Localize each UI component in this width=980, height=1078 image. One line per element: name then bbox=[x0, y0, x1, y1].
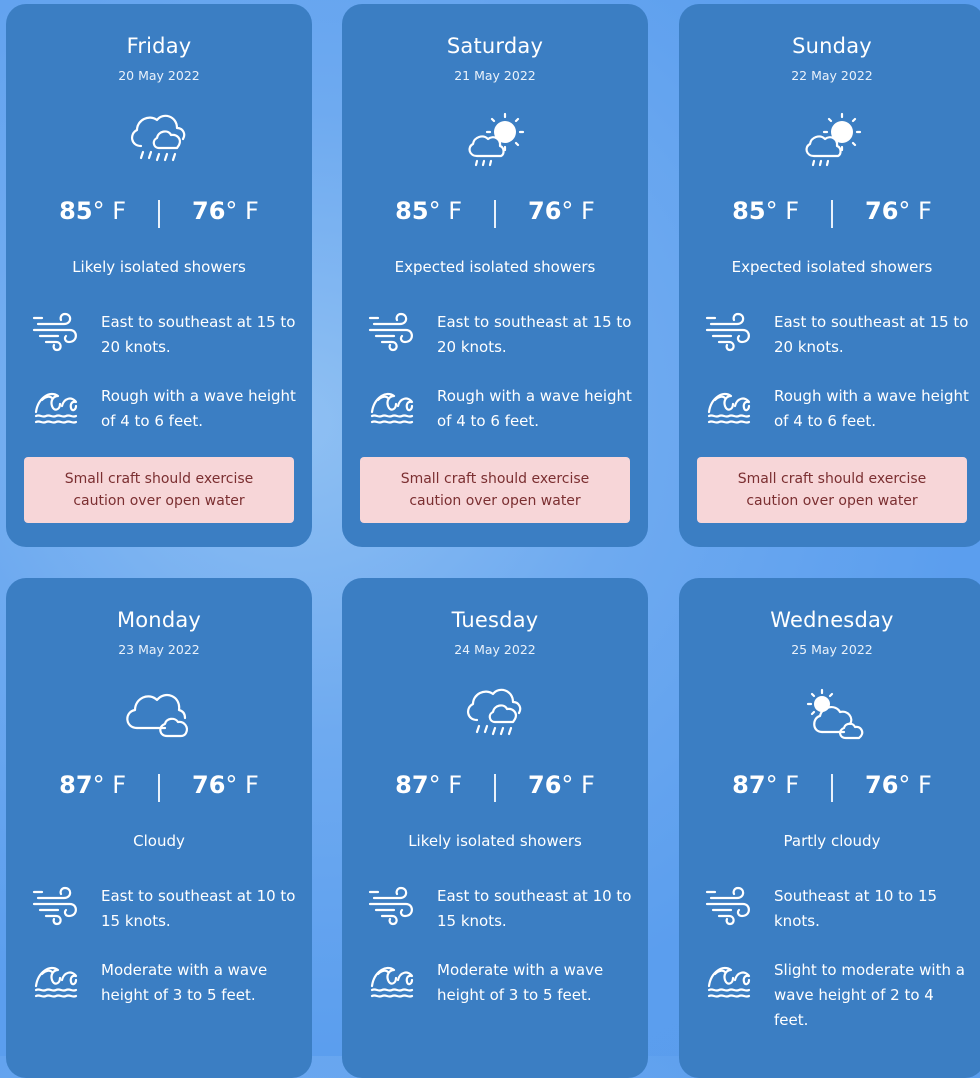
temperature-range bbox=[679, 197, 980, 237]
wave-icon bbox=[32, 958, 80, 1002]
sun-cloud-rain-icon bbox=[792, 102, 872, 182]
wave-text: Slight to moderate with a wave height of 2 to 4 feet. bbox=[774, 961, 965, 1029]
wave-icon bbox=[705, 384, 753, 428]
wind-icon bbox=[368, 310, 416, 354]
day-name: Saturday bbox=[446, 34, 544, 58]
temperature-range bbox=[6, 197, 312, 237]
high-temp: 87° F bbox=[395, 771, 462, 799]
temp-divider bbox=[494, 200, 496, 228]
wind-text: East to southeast at 15 to 20 knots. bbox=[774, 313, 969, 356]
temperature-range bbox=[679, 771, 980, 811]
condition-text: Likely isolated showers bbox=[72, 258, 246, 276]
cloud-icon bbox=[119, 676, 199, 756]
wave-icon bbox=[705, 958, 753, 1002]
wave-icon bbox=[368, 384, 416, 428]
high-temp: 87° F bbox=[732, 771, 799, 799]
wave-text: Rough with a wave height of 4 to 6 feet. bbox=[101, 387, 296, 430]
cloud-rain-icon bbox=[455, 676, 535, 756]
forecast-date: 25 May 2022 bbox=[791, 642, 873, 657]
wind-text: East to southeast at 15 to 20 knots. bbox=[101, 313, 296, 356]
forecast-card-wednesday bbox=[679, 578, 980, 1078]
forecast-card-friday bbox=[6, 4, 312, 547]
high-temp: 85° F bbox=[732, 197, 799, 225]
forecast-card-tuesday bbox=[342, 578, 648, 1078]
condition-text: Cloudy bbox=[133, 832, 185, 850]
high-temp: 85° F bbox=[395, 197, 462, 225]
wind-icon bbox=[368, 884, 416, 928]
condition-text: Partly cloudy bbox=[783, 832, 881, 850]
wind-icon bbox=[705, 884, 753, 928]
wind-icon bbox=[705, 310, 753, 354]
forecast-date: 24 May 2022 bbox=[454, 642, 536, 657]
sun-cloud-rain-icon bbox=[455, 102, 535, 182]
low-temp: 76° F bbox=[528, 197, 595, 225]
forecast-date: 23 May 2022 bbox=[118, 642, 200, 657]
temp-divider bbox=[831, 200, 833, 228]
temperature-range bbox=[342, 197, 648, 237]
day-name: Sunday bbox=[792, 34, 872, 58]
wave-text: Moderate with a wave height of 3 to 5 feet. bbox=[437, 961, 604, 1004]
wind-text: East to southeast at 10 to 15 knots. bbox=[437, 887, 632, 930]
temperature-range bbox=[342, 771, 648, 811]
condition-text: Expected isolated showers bbox=[394, 258, 596, 276]
condition-text: Likely isolated showers bbox=[408, 832, 582, 850]
day-name: Monday bbox=[116, 608, 202, 632]
forecast-date: 22 May 2022 bbox=[791, 68, 873, 83]
wind-text: Southeast at 10 to 15 knots. bbox=[774, 887, 938, 930]
high-temp: 87° F bbox=[59, 771, 126, 799]
forecast-date: 20 May 2022 bbox=[118, 68, 200, 83]
forecast-card-monday bbox=[6, 578, 312, 1078]
temp-divider bbox=[158, 200, 160, 228]
partly-cloudy-icon bbox=[792, 676, 872, 756]
temp-divider bbox=[494, 774, 496, 802]
wind-icon bbox=[32, 310, 80, 354]
wave-icon bbox=[32, 384, 80, 428]
forecast-card-saturday bbox=[342, 4, 648, 547]
high-temp: 85° F bbox=[59, 197, 126, 225]
low-temp: 76° F bbox=[192, 771, 259, 799]
wave-icon bbox=[368, 958, 416, 1002]
temperature-range bbox=[6, 771, 312, 811]
low-temp: 76° F bbox=[865, 771, 932, 799]
forecast-card-sunday bbox=[679, 4, 980, 547]
low-temp: 76° F bbox=[192, 197, 259, 225]
day-name: Wednesday bbox=[770, 608, 894, 632]
temp-divider bbox=[158, 774, 160, 802]
wind-text: East to southeast at 15 to 20 knots. bbox=[437, 313, 632, 356]
cloud-rain-icon bbox=[119, 102, 199, 182]
low-temp: 76° F bbox=[528, 771, 595, 799]
wind-icon bbox=[32, 884, 80, 928]
small-craft-alert: Small craft should exercise caution over open water bbox=[360, 457, 630, 523]
day-name: Tuesday bbox=[451, 608, 539, 632]
condition-text: Expected isolated showers bbox=[731, 258, 933, 276]
low-temp: 76° F bbox=[865, 197, 932, 225]
wave-text: Rough with a wave height of 4 to 6 feet. bbox=[437, 387, 632, 430]
day-name: Friday bbox=[126, 34, 192, 58]
forecast-date: 21 May 2022 bbox=[454, 68, 536, 83]
wave-text: Moderate with a wave height of 3 to 5 feet. bbox=[101, 961, 268, 1004]
wave-text: Rough with a wave height of 4 to 6 feet. bbox=[774, 387, 969, 430]
small-craft-alert: Small craft should exercise caution over open water bbox=[24, 457, 294, 523]
wind-text: East to southeast at 10 to 15 knots. bbox=[101, 887, 296, 930]
small-craft-alert: Small craft should exercise caution over open water bbox=[697, 457, 967, 523]
temp-divider bbox=[831, 774, 833, 802]
